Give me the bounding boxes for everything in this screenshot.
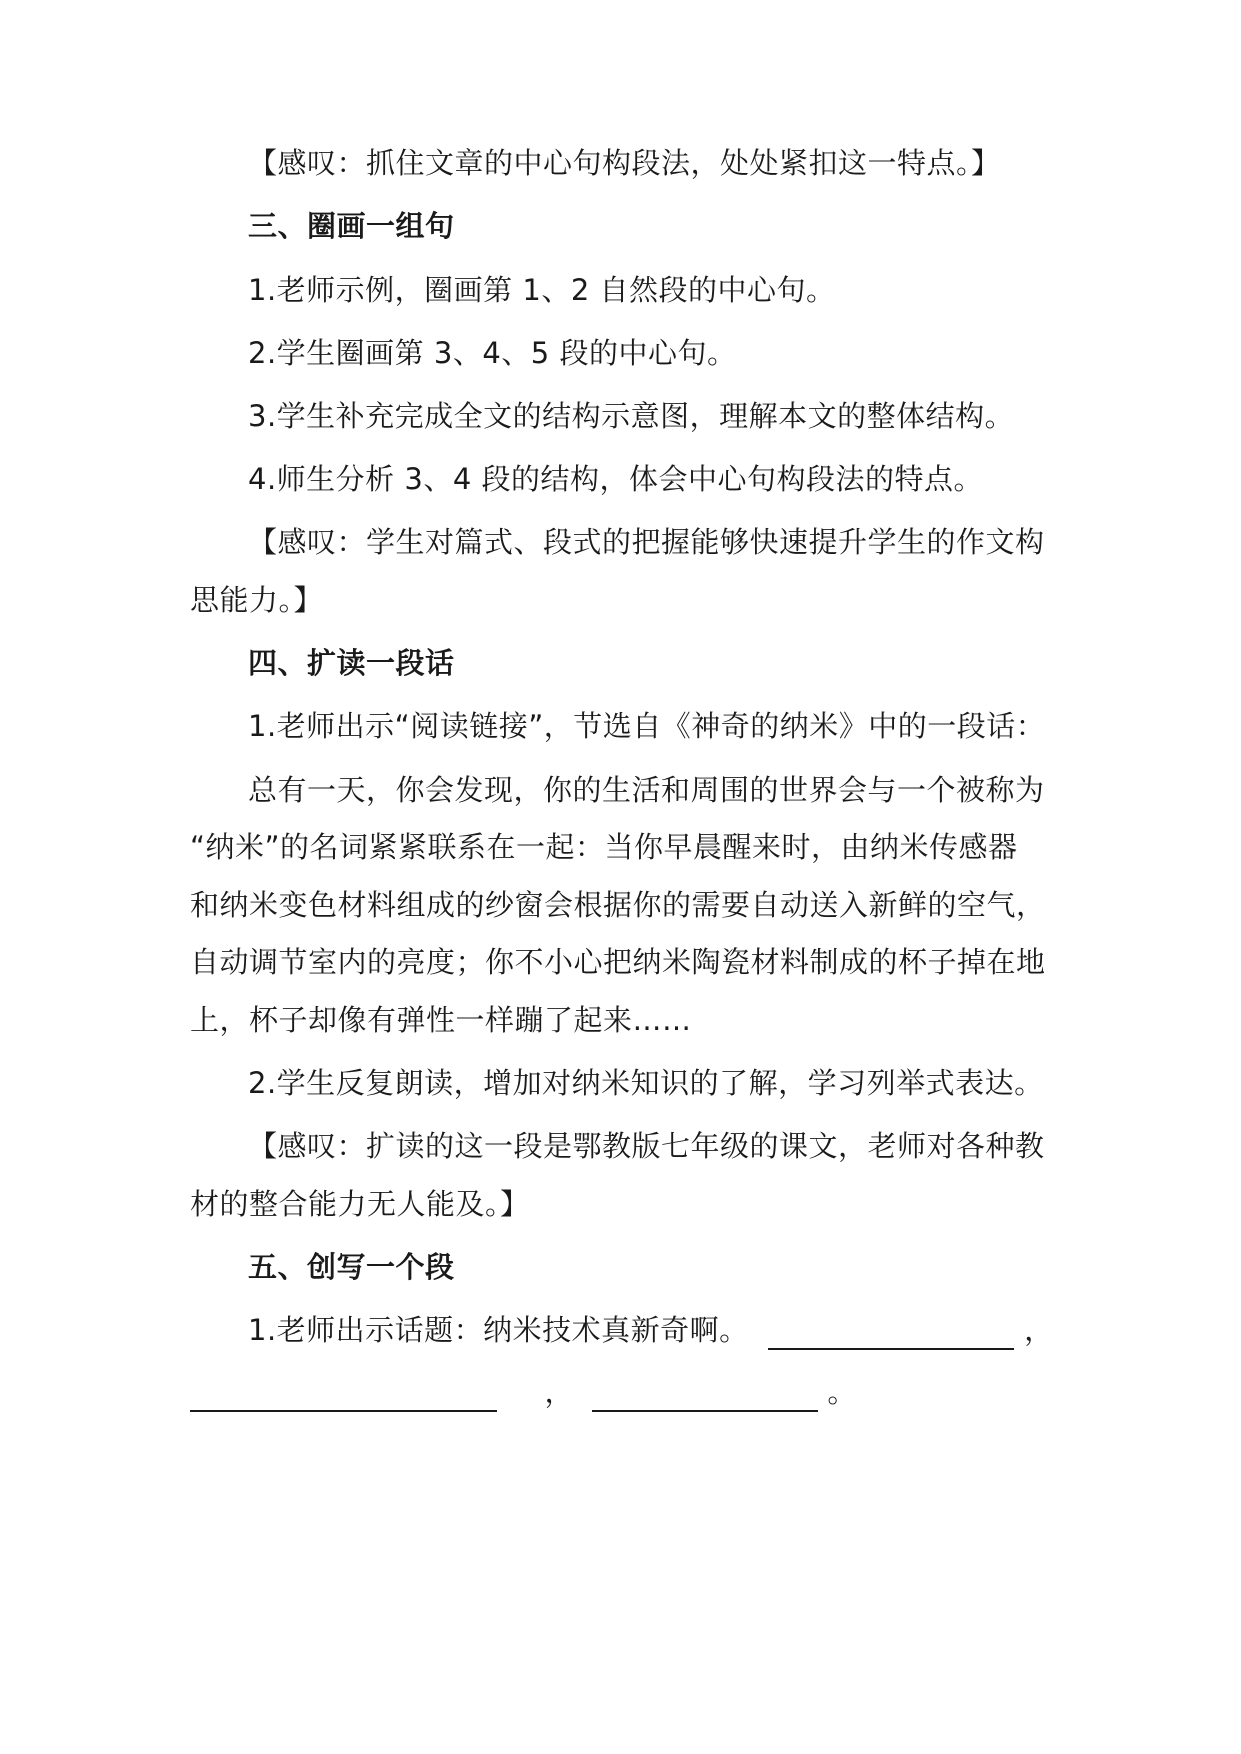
quoted-passage-line: 上，杯子却像有弹性一样蹦了起来…… [190,1003,692,1037]
section-heading: 三、圈画一组句 [248,209,455,243]
topic-prompt [248,1310,1060,1350]
step-item: 4.师生分析 3、4 段的结构，体会中心句构段法的特点。 [248,462,984,496]
quoted-passage-line: 自动调节室内的亮度；你不小心把纳米陶瓷材料制成的杯子掉在地 [190,945,1046,979]
step-item: 1.老师出示“阅读链接”，节选自《神奇的纳米》中的一段话： [248,709,1046,743]
comment-paragraph: 【感叹：学生对篇式、段式的把握能够快速提升学生的作文构 [248,525,1045,559]
fill-comma: ， [544,1375,574,1409]
comment-paragraph-continued: 材的整合能力无人能及。】 [190,1187,530,1221]
quoted-passage: 总有一天，你会发现，你的生活和周围的世界会与一个被称为 [248,773,1045,807]
step-item: 2.学生反复朗读，增加对纳米知识的了解，学习列举式表达。 [248,1066,1044,1100]
comment-paragraph: 【感叹：抓住文章的中心句构段法，处处紧扣这一特点。】 [248,146,1001,180]
comment-paragraph-continued: 思能力。】 [190,583,324,617]
fill-comma: ， [1024,1313,1054,1347]
section-heading: 四、扩读一段话 [248,646,455,680]
topic-text: 1.老师出示话题：纳米技术真新奇啊。 [248,1313,749,1347]
fill-in-line [190,1372,1060,1412]
step-item: 1.老师示例，圈画第 1、2 自然段的中心句。 [248,273,836,307]
step-item: 2.学生圈画第 3、4、5 段的中心句。 [248,336,737,370]
fill-blank[interactable] [768,1318,1014,1350]
comment-paragraph: 【感叹：扩读的这一段是鄂教版七年级的课文，老师对各种教 [248,1129,1045,1163]
step-item: 3.学生补充完成全文的结构示意图，理解本文的整体结构。 [248,399,1015,433]
quoted-passage-line: 和纳米变色材料组成的纱窗会根据你的需要自动送入新鲜的空气， [190,888,1046,922]
fill-period: 。 [827,1375,857,1409]
quoted-passage-line: “纳米”的名词紧紧联系在一起：当你早晨醒来时，由纳米传感器 [190,830,1018,864]
fill-blank[interactable] [190,1380,497,1412]
section-heading: 五、创写一个段 [248,1250,455,1284]
fill-blank[interactable] [592,1380,818,1412]
